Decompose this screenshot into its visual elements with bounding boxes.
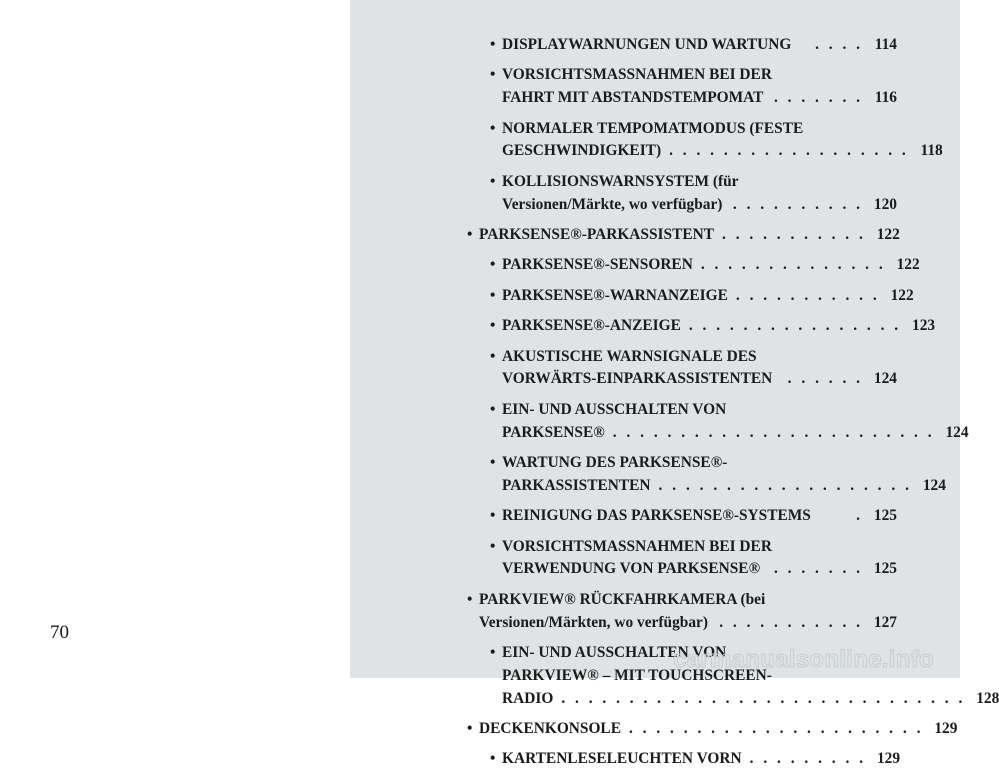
toc-entry-text-wrap (490, 315, 681, 338)
toc-page-number: 124 (922, 476, 946, 494)
toc-entry-line (490, 368, 897, 391)
toc-entry-title: NORMALER TEMPOMATMODUS (FESTE (502, 119, 804, 137)
toc-entry (490, 34, 897, 57)
toc-leader-dots: . . . . . . . . . . . (735, 286, 880, 304)
toc-entry-line (467, 589, 897, 612)
toc-entry-line (490, 558, 897, 581)
toc-entry-title: PARKASSISTENTEN (502, 476, 651, 494)
right-page (350, 0, 999, 768)
toc-leader-dots: . . . . . . . . . (749, 750, 867, 768)
toc-leader-dots: . . . . . . . . . . . . . . . . . . . . . . (628, 720, 924, 737)
toc-entry-line (490, 475, 946, 498)
toc-entry-title: VORSICHTSMASSNAHMEN BEI DER (502, 66, 772, 84)
toc-entry-text-wrap (490, 34, 791, 57)
toc-entry-line (490, 64, 897, 87)
toc-entry-title: Versionen/Märkten, wo verfügbar) (479, 613, 708, 631)
toc-entry (490, 285, 914, 308)
toc-entry (490, 346, 897, 392)
bullet-icon: • (467, 590, 473, 608)
toc-entry-line (490, 87, 897, 110)
toc-leader-dots: . (856, 507, 863, 525)
toc-entry (490, 399, 969, 445)
toc-entry-line (490, 688, 999, 711)
toc-page-number: 122 (896, 256, 920, 274)
toc-page-number: 118 (920, 142, 943, 160)
toc-entry-title: VORSICHTSMASSNAHMEN BEI DER (502, 537, 772, 555)
toc-entry (467, 224, 900, 247)
toc-entry-title: WARTUNG DES PARKSENSE®- (502, 454, 728, 471)
toc-entry-line (490, 171, 897, 194)
toc-page-number: 125 (873, 507, 897, 525)
toc-entry-text-wrap (490, 346, 757, 369)
toc-leader-dots: . . . . . . (787, 370, 863, 388)
toc-entry-line (467, 224, 900, 247)
toc-entry-title: VERWENDUNG VON PARKSENSE® (502, 560, 761, 578)
toc-entry-text-wrap (490, 475, 651, 498)
left-page (0, 0, 350, 678)
toc-entry-title: VORWÄRTS-EINPARKASSISTENTEN (502, 370, 773, 388)
toc-entry-title: FAHRT MIT ABSTANDSTEMPOMAT (502, 89, 764, 107)
toc-entry-text-wrap (467, 612, 708, 635)
toc-entry-title: PARKSENSE®-SENSOREN (502, 256, 693, 274)
toc-page-number: 127 (873, 613, 897, 631)
bullet-icon: • (490, 36, 496, 53)
bullet-icon: • (490, 507, 496, 525)
toc-entry-text-wrap (490, 558, 760, 581)
toc-page-number: 128 (976, 689, 999, 707)
toc-entry-title: Versionen/Märkte, wo verfügbar) (502, 195, 723, 213)
table-of-contents (350, 0, 999, 768)
toc-entry-text-wrap (490, 368, 772, 391)
toc-leader-dots: . . . . (815, 36, 863, 53)
toc-entry-text-wrap (490, 64, 772, 87)
toc-entry (490, 536, 897, 582)
toc-entry-title: PARKVIEW® – MIT TOUCHSCREEN- (502, 666, 772, 684)
bullet-icon: • (490, 347, 496, 365)
toc-entry-line (490, 346, 897, 369)
toc-leader-dots: . . . . . . . . . . . . . . . . . . (669, 142, 909, 160)
bullet-icon: • (490, 317, 496, 335)
toc-leader-dots: . . . . . . . . . . . . . . . . . . . . . . . . (612, 423, 935, 441)
toc-entry-title: PARKVIEW® RÜCKFAHRKAMERA (bei (479, 590, 766, 608)
toc-entry-line (490, 285, 914, 308)
toc-entry-line (490, 254, 920, 277)
toc-entry (490, 118, 943, 164)
toc-entry-title: GESCHWINDIGKEIT) (502, 142, 662, 160)
toc-entry-text-wrap (490, 688, 553, 711)
toc-entry (467, 589, 897, 635)
toc-entry (490, 315, 936, 338)
toc-leader-dots: . . . . . . . . . . . . . . . . . . . . . . . . . . . . . . (561, 689, 966, 707)
toc-entry-text-wrap (490, 254, 693, 277)
toc-entry-text-wrap (490, 171, 738, 194)
toc-page-number: 123 (912, 317, 936, 335)
toc-entry-title: REINIGUNG DAS PARKSENSE®-SYSTEMS (502, 507, 811, 525)
toc-entry (490, 452, 946, 498)
bullet-icon: • (490, 119, 496, 137)
toc-entry-line (490, 118, 897, 141)
bullet-icon: • (467, 226, 473, 243)
toc-entry-title: KARTENLESELEUCHTEN VORN (502, 750, 742, 768)
toc-leader-dots: . . . . . . . . . . . . . . (700, 256, 886, 274)
toc-page-number: 120 (873, 195, 897, 213)
toc-entry-title: EIN- UND AUSSCHALTEN VON (502, 644, 727, 661)
bullet-icon: • (467, 720, 473, 737)
toc-entry-line (490, 315, 936, 338)
bullet-icon: • (490, 400, 496, 418)
toc-page-number: 122 (890, 286, 914, 304)
toc-page-number: 124 (945, 423, 969, 441)
toc-entry-line (490, 140, 943, 163)
toc-entry (490, 505, 897, 528)
toc-entry-text-wrap (490, 748, 742, 771)
toc-entry-title: DECKENKONSOLE (479, 720, 621, 737)
toc-leader-dots: . . . . . . . . . . . (722, 226, 866, 243)
toc-entry-title: KOLLISIONSWARNSYSTEM (für (502, 172, 739, 190)
toc-entry-line (490, 748, 901, 771)
toc-entry-line (490, 452, 897, 475)
toc-page-number: 125 (873, 560, 897, 578)
toc-entry-text-wrap (467, 718, 621, 741)
toc-entry-line (467, 612, 897, 635)
toc-page-number: 129 (876, 750, 901, 768)
toc-entry-line (490, 34, 897, 57)
toc-page-number: 124 (873, 370, 897, 388)
toc-page-number: 116 (874, 89, 897, 107)
toc-entry-title: DISPLAYWARNUNGEN UND WARTUNG (502, 36, 792, 53)
toc-leader-dots: . . . . . . . . . . (732, 195, 863, 213)
toc-entry-line (490, 422, 969, 445)
toc-leader-dots: . . . . . . . (773, 89, 863, 107)
page-number: 70 (50, 622, 69, 643)
toc-entry-text-wrap (490, 422, 605, 445)
toc-entry-line (490, 399, 897, 422)
toc-entry-line (467, 718, 958, 741)
toc-entry-text-wrap (490, 87, 763, 110)
bullet-icon: • (490, 256, 496, 274)
toc-entry-line (490, 194, 897, 217)
toc-page-number: 114 (874, 36, 897, 53)
toc-leader-dots: . . . . . . . . . . . . . . . . (688, 317, 902, 335)
toc-page-number: 122 (876, 226, 900, 243)
toc-entry-title: PARKSENSE®-WARNANZEIGE (502, 286, 728, 304)
toc-entry-text-wrap (490, 505, 811, 528)
toc-entry-title: PARKSENSE®-ANZEIGE (502, 317, 681, 335)
bullet-icon: • (490, 644, 496, 661)
toc-entry-line (490, 505, 897, 528)
toc-entry (467, 718, 958, 741)
toc-entry-line (490, 536, 897, 559)
toc-entry (490, 64, 897, 110)
toc-entry-title: EIN- UND AUSSCHALTEN VON (502, 400, 727, 418)
toc-page-number: 129 (934, 720, 958, 737)
toc-entry-text-wrap (490, 140, 661, 163)
bullet-icon: • (490, 286, 496, 304)
toc-entry-text-wrap (490, 285, 728, 308)
toc-leader-dots: . . . . . . . . . . . (719, 613, 863, 631)
toc-entry (490, 748, 901, 771)
toc-entry-title: AKUSTISCHE WARNSIGNALE DES (502, 347, 757, 365)
toc-entry-title: RADIO (502, 689, 554, 707)
toc-entry-text-wrap (490, 194, 722, 217)
toc-entry-text-wrap (467, 224, 714, 247)
toc-entry-title: PARKSENSE®-PARKASSISTENT (479, 226, 714, 243)
bullet-icon: • (490, 537, 496, 555)
toc-entry-text-wrap (490, 399, 726, 422)
toc-leader-dots: . . . . . . . (773, 560, 863, 578)
toc-entry-text-wrap (490, 536, 772, 559)
toc-entry-text-wrap (490, 118, 803, 141)
toc-entry (490, 254, 920, 277)
watermark: carmanualsonline.info (672, 646, 934, 673)
toc-entry-title: PARKSENSE® (502, 423, 605, 441)
toc-leader-dots: . . . . . . . . . . . . . . . . . . . (658, 476, 912, 494)
bullet-icon: • (490, 172, 496, 190)
bullet-icon: • (490, 66, 496, 84)
bullet-icon: • (490, 750, 496, 768)
toc-entry-text-wrap (467, 589, 765, 612)
bullet-icon: • (490, 454, 496, 471)
toc-entry (490, 171, 897, 217)
toc-entry-text-wrap (490, 452, 727, 475)
